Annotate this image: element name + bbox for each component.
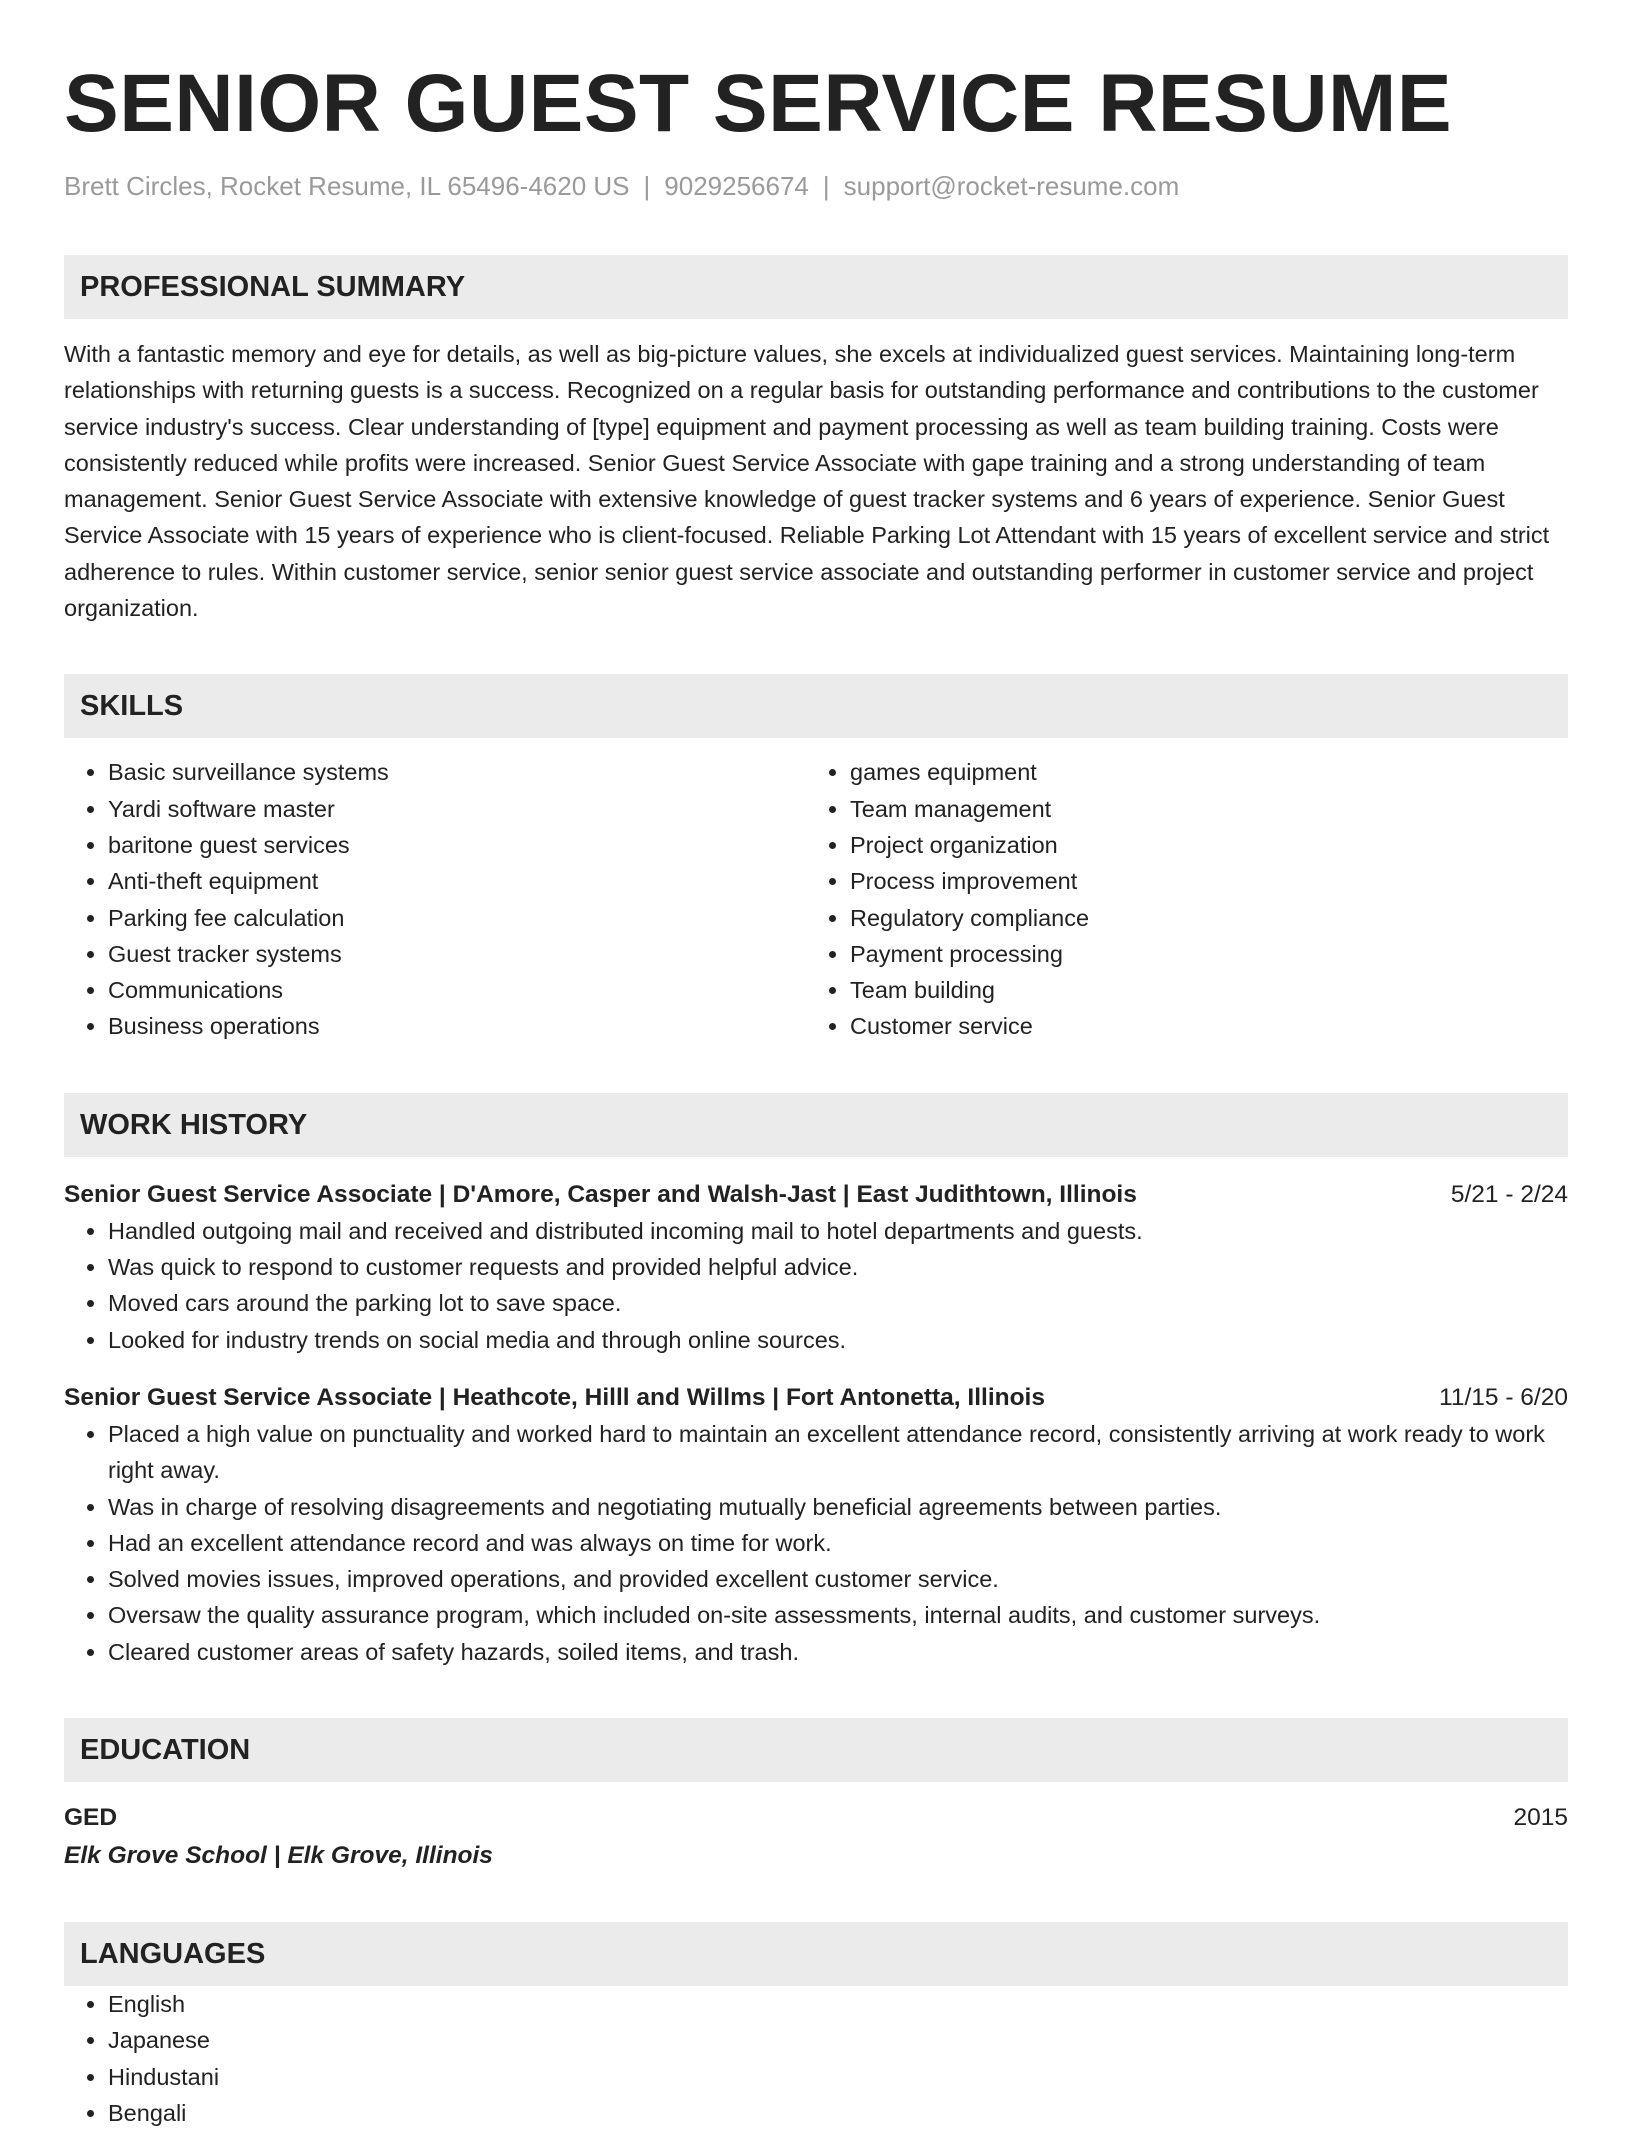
contact-separator: | (822, 171, 830, 201)
language-item: • Japanese (108, 2022, 1568, 2058)
job-duty: • Had an excellent attendance record and was always on time for work. (108, 1525, 1568, 1561)
skill-item: • Regulatory compliance (850, 900, 1548, 936)
job-header (64, 1380, 1568, 1416)
education-header (64, 1800, 1568, 1836)
skill-item: • games equipment (850, 754, 1548, 790)
skills-list-right (806, 754, 1548, 1044)
job-header (64, 1177, 1568, 1213)
contact-line (64, 168, 1568, 204)
section-heading-skills: SKILLS (64, 674, 1568, 738)
summary-text: With a fantastic memory and eye for details, as well as big-picture values, she excels at individualized guest services. Maintaining long-term relationships with returning guests is a success. Recognized on a regular basis for outstanding performance and contributions to the customer service industry's success. Clear understanding of [type] equipment and payment processing as well as team building training. Costs were consistently reduced while profits were increased. Senior Guest Service Associate with gape training and a strong understanding of team management. Senior Guest Service Associate with extensive knowledge of guest tracker systems and 6 years of experience. Senior Guest Service Associate with 15 years of experience who is client-focused. Reliable Parking Lot Attendant with 15 years of excellent service and strict adherence to rules. Within customer service, senior senior guest service associate and outstanding performer in customer service and project organization. (64, 341, 1550, 622)
job-duties-list (64, 1416, 1568, 1670)
job-dates: 11/15 - 6/20 (1439, 1383, 1568, 1411)
section-heading-languages: LANGUAGES (64, 1922, 1568, 1986)
education-degree: GED (64, 1804, 118, 1832)
skill-item: • Yardi software master (108, 791, 806, 827)
skill-item: • Process improvement (850, 863, 1548, 899)
job-title: Senior Guest Service Associate | D'Amore, Casper and Walsh-Jast | East Judithtown, Illinois (64, 1180, 1137, 1208)
skills-list-left (64, 754, 806, 1044)
skill-item: • Basic surveillance systems (108, 754, 806, 790)
resume-title: SENIOR GUEST SERVICE RESUME (64, 58, 1453, 149)
job-duty: • Oversaw the quality assurance program, which included on-site assessments, internal audits, and customer surveys. (108, 1597, 1568, 1633)
skill-item: • Team management (850, 791, 1548, 827)
job-duty: • Looked for industry trends on social media and through online sources. (108, 1322, 1568, 1358)
languages-list (64, 1986, 1568, 2131)
job-dates: 5/21 - 2/24 (1450, 1180, 1568, 1208)
language-item: • Bengali (108, 2095, 1568, 2131)
language-item: • Hindustani (108, 2059, 1568, 2095)
skill-item: • Team building (850, 972, 1548, 1008)
education-school: Elk Grove School | Elk Grove, Illinois (64, 1842, 493, 1870)
skill-item: • Customer service (850, 1008, 1548, 1044)
skills-columns (64, 754, 1568, 1044)
job-title: Senior Guest Service Associate | Heathcote, Hilll and Willms | Fort Antonetta, Illinois (64, 1383, 1045, 1411)
skill-item: • Payment processing (850, 936, 1548, 972)
skill-item: • Project organization (850, 827, 1548, 863)
contact-address: Brett Circles, Rocket Resume, IL 65496-4620 US (64, 171, 630, 201)
skill-item: • Business operations (108, 1008, 806, 1044)
job-duty: • Was in charge of resolving disagreements and negotiating mutually beneficial agreements between parties. (108, 1489, 1568, 1525)
job-duty: • Handled outgoing mail and received and distributed incoming mail to hotel departments and guests. (108, 1213, 1568, 1249)
job-duty: • Moved cars around the parking lot to save space. (108, 1285, 1568, 1321)
language-item: • English (108, 1986, 1568, 2022)
skill-item: • Parking fee calculation (108, 900, 806, 936)
contact-separator: | (643, 171, 651, 201)
job-duty: • Solved movies issues, improved operations, and provided excellent customer service. (108, 1561, 1568, 1597)
section-heading-work-history: WORK HISTORY (64, 1093, 1568, 1157)
contact-email: support@rocket-resume.com (843, 171, 1180, 201)
contact-phone: 9029256674 (664, 171, 809, 201)
job-duty: • Cleared customer areas of safety hazards, soiled items, and trash. (108, 1634, 1568, 1670)
job-duties-list (64, 1213, 1568, 1358)
job-duty: • Was quick to respond to customer requests and provided helpful advice. (108, 1249, 1568, 1285)
job-duty: • Placed a high value on punctuality and worked hard to maintain an excellent attendance record, consistently arriving at work ready to work right away. (108, 1416, 1568, 1489)
skill-item: • Guest tracker systems (108, 936, 806, 972)
skill-item: • Communications (108, 972, 806, 1008)
education-year: 2015 (1513, 1804, 1568, 1832)
section-heading-education: EDUCATION (64, 1718, 1568, 1782)
section-heading-summary: PROFESSIONAL SUMMARY (64, 255, 1568, 319)
skill-item: • Anti-theft equipment (108, 863, 806, 899)
skill-item: • baritone guest services (108, 827, 806, 863)
